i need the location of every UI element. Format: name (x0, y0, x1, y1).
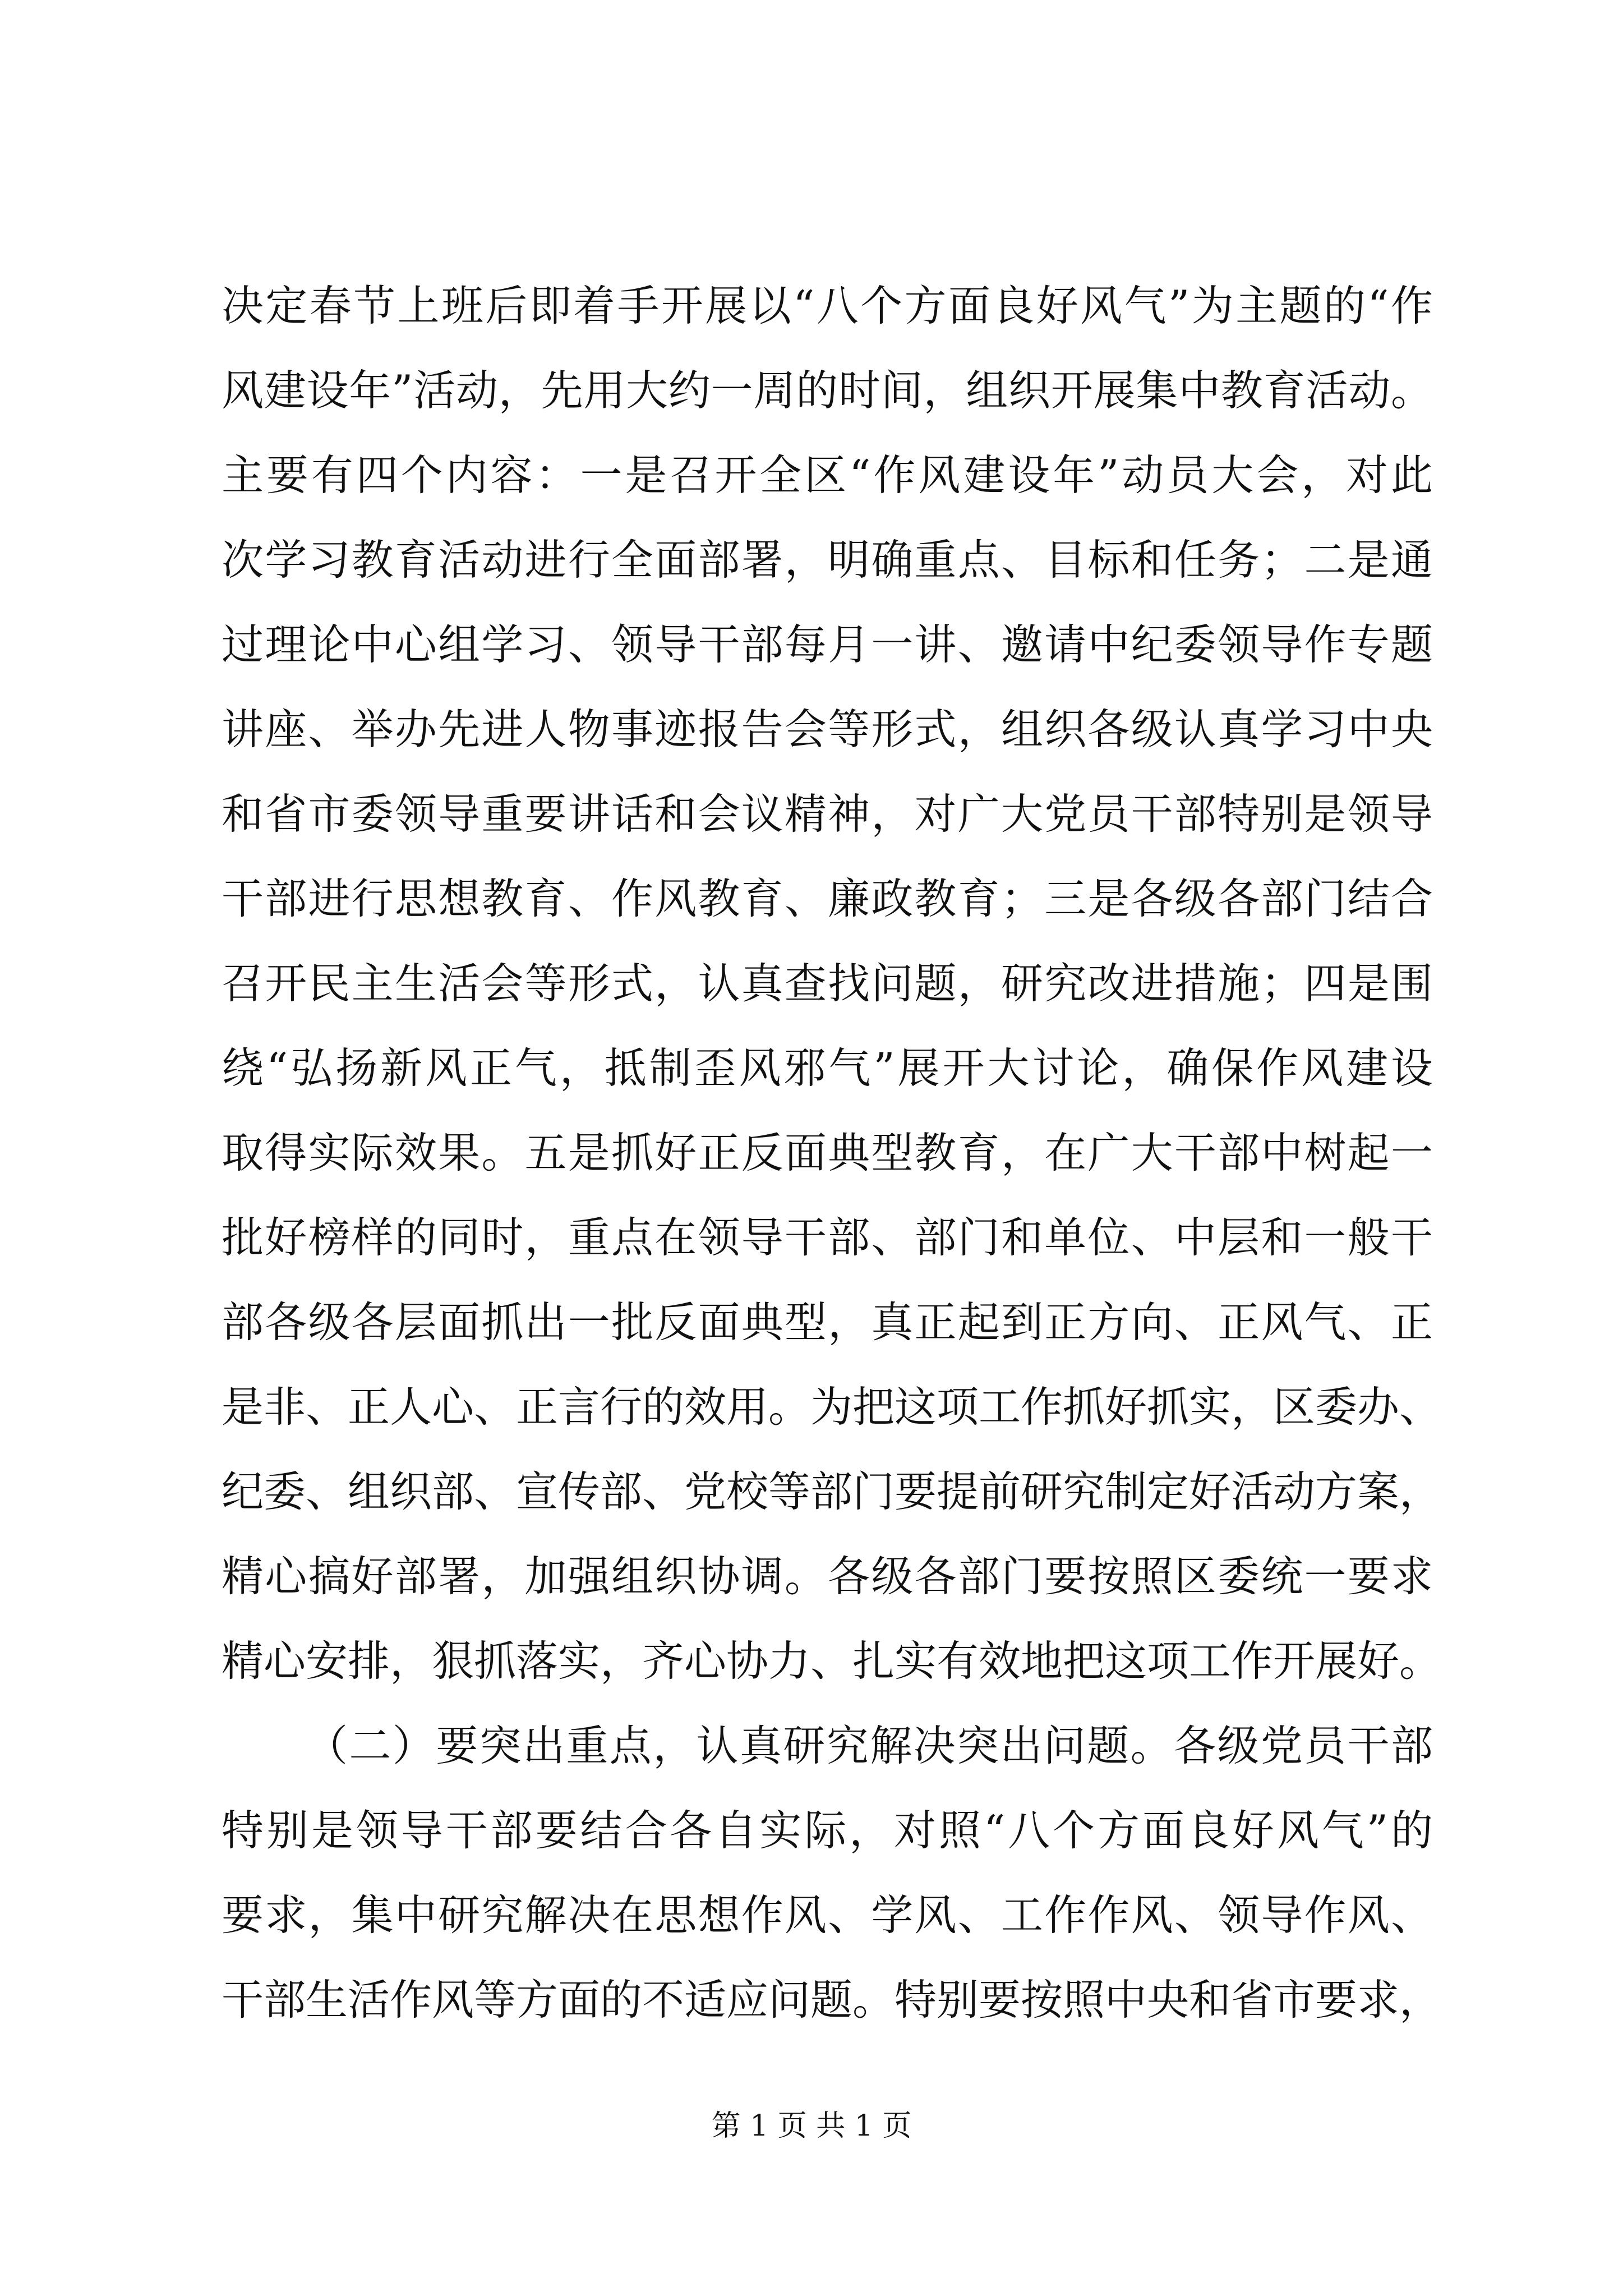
text-line: 主要有四个内容：一是召开全区“作风建设年”动员大会，对此 (222, 450, 1433, 500)
paragraph-start-line: （二）要突出重点，认真研究解决突出问题。各级党员干部 (306, 1721, 1433, 1770)
text-line: 是非、正人心、正言行的效用。为把这项工作抓好抓实，区委办、 (222, 1382, 1442, 1432)
text-line: 精心安排，狠抓落实，齐心协力、扎实有效地把这项工作开展好。 (222, 1636, 1442, 1686)
text-line: 批好榜样的同时，重点在领导干部、部门和单位、中层和一般干 (222, 1213, 1433, 1262)
text-line: 次学习教育活动进行全面部署，明确重点、目标和任务；二是通 (222, 535, 1433, 585)
page-footer (0, 2106, 1623, 2146)
text-line: 和省市委领导重要讲话和会议精神，对广大党员干部特别是领导 (222, 789, 1433, 839)
text-line: 讲座、举办先进人物事迹报告会等形式，组织各级认真学习中央 (222, 705, 1433, 754)
document-body (222, 264, 1442, 2042)
text-line: 取得实际效果。五是抓好正反面典型教育，在广大干部中树起一 (222, 1128, 1433, 1177)
page-number-label: 第 1 页 共 1 页 (711, 2109, 912, 2143)
text-line: 过理论中心组学习、领导干部每月一讲、邀请中纪委领导作专题 (222, 620, 1433, 669)
text-line: 纪委、组织部、宣传部、党校等部门要提前研究制定好活动方案， (222, 1467, 1442, 1516)
text-line: 决定春节上班后即着手开展以“八个方面良好风气”为主题的“作 (222, 281, 1433, 330)
text-line: 要求，集中研究解决在思想作风、学风、工作作风、领导作风、 (222, 1890, 1433, 1940)
text-line: 召开民主生活会等形式，认真查找问题，研究改进措施；四是围 (222, 959, 1433, 1008)
text-line: 风建设年”活动，先用大约一周的时间，组织开展集中教育活动。 (222, 366, 1433, 415)
text-line: 干部生活作风等方面的不适应问题。特别要按照中央和省市要求， (222, 1975, 1442, 2024)
text-line: 部各级各层面抓出一批反面典型，真正起到正方向、正风气、正 (222, 1297, 1433, 1347)
text-line: 特别是领导干部要结合各自实际，对照“八个方面良好风气”的 (222, 1806, 1433, 1855)
text-line: 精心搞好部署，加强组织协调。各级各部门要按照区委统一要求 (222, 1552, 1433, 1601)
text-line: 干部进行思想教育、作风教育、廉政教育；三是各级各部门结合 (222, 874, 1433, 923)
text-line: 绕“弘扬新风正气，抵制歪风邪气”展开大讨论，确保作风建设 (222, 1043, 1433, 1093)
